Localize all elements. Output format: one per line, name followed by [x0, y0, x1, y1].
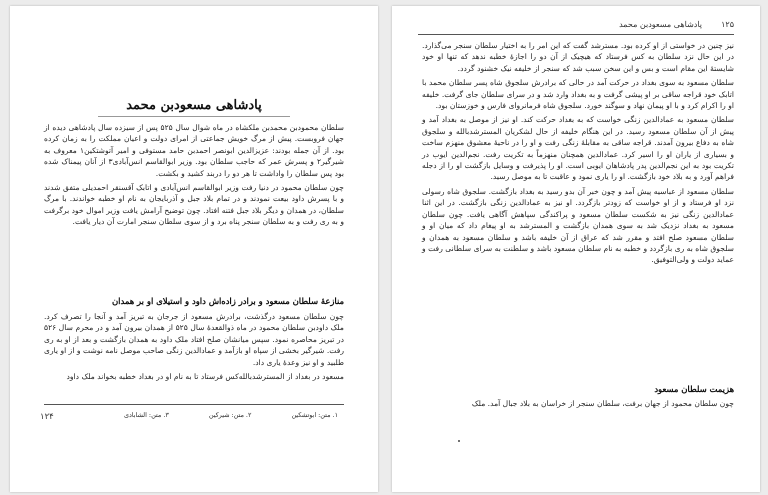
running-header [418, 20, 734, 32]
paragraph: چون سلطان محمود در دنیا رفت وزیر ابوالقاسم انس‌آبادی و اتابک آقسنقر احمدیلی متفق شدند و با پسرش داود بیعت نمودند و در تمام بلاد جبل و آذربایجان به نام او خطبه خواندند. با مرگ سلطان، در همدان و دیگر بلاد جبل فتنه افتاد. چون توضیح آرامش یافت وزیر اموال خود برگرفت و به ری رفت و به سلطان سنجر پناه برد و از سوی سلطان سنجر امارت آن دیار یافت. [44, 183, 344, 227]
page-number: ۱۲۵ [721, 20, 734, 29]
ink-dot [458, 440, 460, 442]
right-body-bottom [422, 398, 734, 412]
footnote-separator [44, 404, 344, 405]
footnote-2: ۲. متن: شیرکین [208, 411, 252, 419]
footnotes [50, 411, 338, 419]
footnote-3: ۳. متن: الشابادی [123, 411, 169, 419]
paragraph: سلطان محمودبن محمدبن ملکشاه در ماه شوال سال ۵۲۵ پس از سیزده سال پادشاهی دیده از جهان فروبست. پیش از مرگ خویش جماعتی از امرای دولت و اعیان مملکت را به زمان کرده بود. از آن جمله بودند: عزیزالدین ابونصر احمدبن حامد مستوفی و امیر آتوشتکین۱ معروف به شیرگیر۲ و پسرش عمر که حاجب سلطان بود. وزیر ابوالقاسم انس‌آبادی۳ از آنان پیمناک شده بود پس سلطان را واداشت تا هر دو را دربند کشید و بکشت. [44, 123, 345, 178]
right-page [392, 6, 760, 492]
left-body-bottom [44, 311, 344, 385]
left-page [10, 6, 378, 492]
header-rule [418, 34, 734, 35]
paragraph: سلطان مسعود به عمادالدین زنگی خواست که به بغداد حرکت کند. او نیز از موصل به بغداد آمد و پیش از آن سلطان مسعود رسید. در این هنگام خلیفه از حال لشکریان المسترشدبالله و سلجوق شاه به دفاع بیرون آمدند. قراجه ساقی به مقابلهٔ زنگی رفت و او را در ناحیهٔ معشوق منهزم ساخت و بسیاری از یاران او را اسیر کرد. عمادالدین همچنان منهزماً به تکریت رفت. نجم‌الدین ایوب در تکریت بود به این نجم‌الدین پدر پادشاهان ایوبی است. او را پذیرفت و وسایل بازگشت او را از دجله فراهم آورد و به بلاد خود بازگشت. او را یاری نمود و عاقبت تا به موصل رسید. [422, 115, 734, 182]
section-title: منازعهٔ سلطان مسعود و برادر زاده‌اش داود و استیلای او بر همدان [111, 296, 344, 306]
footnote-1: ۱. متن: ابوتشکین [291, 411, 338, 419]
paragraph: چون سلطان محمود از جهان برفت، سلطان سنجر از خراسان به بلاد جبال آمد. ملک [471, 399, 734, 408]
left-body-top [44, 122, 344, 231]
page-number: ۱۲۴ [40, 412, 54, 422]
section-title: هزیمت سلطان مسعود [654, 384, 734, 394]
running-head: پادشاهی مسعودبن محمد [619, 20, 702, 29]
chapter-title: پادشاهی مسعودبن محمد [126, 98, 262, 113]
right-body [422, 40, 734, 269]
paragraph: نیز چنین در خواستی از او کرده بود. مسترشد گفت که این امر را به اختیار سلطان سنجر می‌گذارد. در این حال نزد سلطان به کس فرستاد که هیچیک از آن دو را اجازهٔ خطبه ندهد که تنها او خود شایستهٔ این مقام است و بس و این سخن سبب شد که سنجر از خلیفه نیک خشنود گردد. [422, 41, 734, 73]
title-rule [98, 116, 290, 117]
paragraph: سلطان مسعود به سوی بغداد در حرکت آمد در حالی که برادرش سلجوق شاه پسر سلطان محمد با اتابک خود قراجه ساقی بر او پیشی گرفت و به بغداد وارد شد و در سرای سلطان جای گرفت. خلیفه او را اکرام کرد و با او پیمان نهاد و سوگند خورد. سلجوق شاه فرمانروای فارس و خوزستان بود. [422, 78, 734, 111]
paragraph: سلطان مسعود از عباسیه پیش آمد و چون خبر آن بدو رسید به بغداد بازگشت. سلجوق شاه رسولی نزد او فرستاد و از او خواست که زودتر بازگردد. او نیز به عمادالدین زنگی بازگشت. در این اثنا عمادالدین زنگی نیز به شکست سلطان مسعود و پراکندگی سپاهش آگاهی یافت. چون سلطان مسعود به بغداد نزدیک شد به سوی همدان بازگشت و المسترشد به او پیغام داد که میان او و سلطان مسعود صلح افتد و مقرر شد که عراق از آن خلیفه باشد و سلطان مسعود به همدان و سلجوق شاه به ری بازگردد و خطبه به نام سلطان مسعود باشد و سلطنت به سرای سلطانی رفت و عماید دولت و ولی‌التوفیق. [422, 186, 734, 265]
paragraph: چون سلطان مسعود درگذشت، برادرش مسعود از جرجان به تبریز آمد و آنجا را تصرف کرد. ملک داودبن سلطان محمود در ماه ذوالقعدهٔ سال ۵۲۵ از همدان بیرون آمد و در محرم سال ۵۲۶ در تبریز محاصره نمود. سپس میانشان صلح افتاد ملک داود به همدان بازگشت و بعد از او به ری رفت. شیرگیر بخشی از سپاه او بازآمد و عمادالدین زنگی صاحب موصل نامه نوشت و از او یاری طلبید و او نیز وعدهٔ یاری داد. [44, 312, 344, 367]
paragraph: مسعود در بغداد از المسترشدبالله‌کس فرستاد تا به نام او در بغداد خطبه بخواند ملک داود [66, 372, 344, 382]
